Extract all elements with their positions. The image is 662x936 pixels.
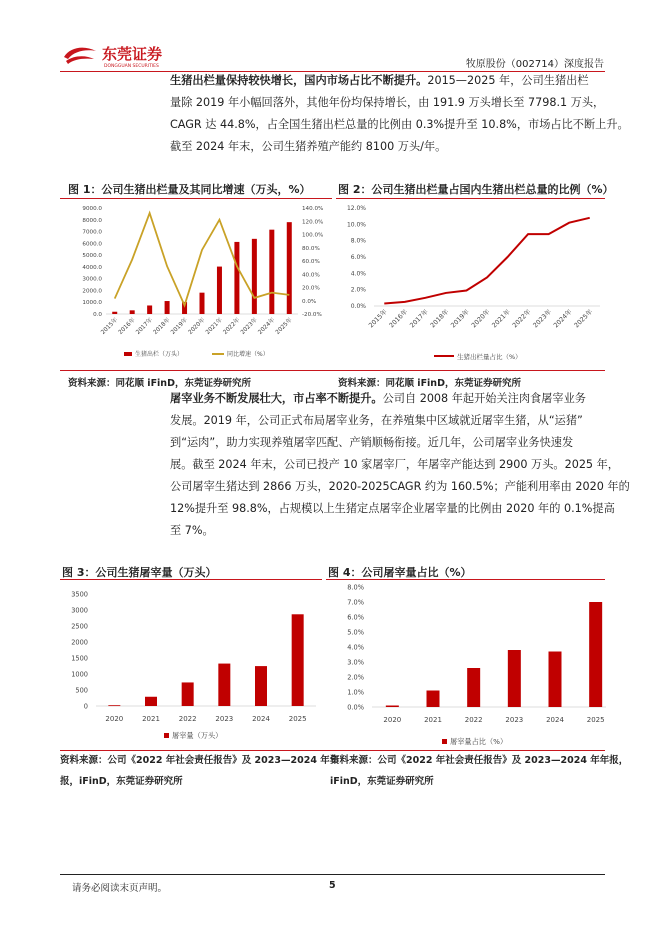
- logo-text: 东莞证券: [102, 45, 163, 63]
- y-left-tick-label: 2000.0: [82, 288, 102, 295]
- x-tick-label: 2020年: [469, 307, 492, 330]
- fig3-source-line1: 资料来源：公司《2022 年社会责任报告》及 2023—2024 年年: [60, 755, 340, 766]
- x-tick-label: 2022: [464, 716, 483, 724]
- fig2-source: 资料来源：同花顺 iFinD，东莞证券研究所: [338, 378, 521, 389]
- y-left-tick-label: 8000.0: [82, 217, 102, 224]
- para1-line1: [170, 70, 589, 92]
- x-tick-label: 2025年: [274, 317, 294, 336]
- bar-slaughter-share: [589, 602, 602, 707]
- para1-lead: 生猪出栏量保持较快增长，国内市场占比不断提升。: [170, 74, 428, 87]
- bar-hog-output: [165, 301, 170, 314]
- x-tick-label: 2019年: [170, 317, 189, 336]
- legend-label-yoy: 同比增速（%）: [227, 351, 269, 358]
- x-tick-label: 2022年: [222, 317, 242, 336]
- y-right-tick-label: 60.0%: [302, 259, 320, 265]
- y-right-tick-label: 80.0%: [302, 245, 320, 252]
- bar-hog-output: [234, 242, 239, 314]
- x-tick-label: 2015年: [367, 307, 389, 330]
- bar-hog-output: [147, 305, 152, 314]
- x-tick-label: 2020: [105, 715, 124, 723]
- y-tick-label: 1.0%: [347, 688, 364, 697]
- x-tick-label: 2021年: [490, 307, 512, 330]
- line-market-share: [384, 218, 589, 304]
- fig4-title: 图 4：公司屠宰量占比（%）: [328, 566, 472, 579]
- x-tick-label: 2021年: [205, 317, 224, 336]
- x-tick-label: 2020年: [187, 317, 207, 336]
- x-tick-label: 2021: [424, 716, 442, 724]
- fig3-chart: [60, 582, 324, 748]
- bar-slaughter-share: [427, 691, 440, 708]
- y-tick-label: 4.0%: [350, 270, 366, 278]
- x-tick-label: 2024: [252, 715, 270, 723]
- bar-slaughter-volume: [182, 682, 194, 706]
- x-tick-label: 2023: [215, 715, 234, 723]
- y-tick-label: 3.0%: [347, 658, 364, 667]
- y-right-tick-label: 140.0%: [302, 206, 324, 212]
- bar-hog-output: [112, 312, 117, 314]
- y-tick-label: 1000: [71, 670, 88, 679]
- x-tick-label: 2025: [288, 715, 307, 723]
- bar-hog-output: [269, 230, 274, 314]
- y-tick-label: 0: [83, 702, 88, 711]
- para2-l1-text: 公司自 2008 年起开始关注肉食屠宰业务: [382, 392, 586, 405]
- y-right-tick-label: 20.0%: [302, 285, 320, 292]
- fig3-source-line2: 报，iFinD，东莞证券研究所: [60, 776, 183, 787]
- para2-line6: 12%提升至 98.8%，占规模以上生猪定点屠宰企业屠宰量的比例由 2020 年的 0.1%提高: [170, 502, 615, 515]
- para2-line3: 到“运肉”，助力实现养殖屠宰匹配、产销顺畅衔接。近几年，公司屠宰业务快速发: [170, 436, 574, 449]
- footer-divider: [60, 874, 605, 875]
- x-tick-label: 2015年: [100, 317, 120, 336]
- x-tick-label: 2019年: [449, 307, 471, 330]
- y-right-tick-label: -20.0%: [302, 312, 322, 318]
- y-tick-label: 2.0%: [347, 673, 364, 682]
- legend-swatch-slaughter-share: [442, 739, 447, 744]
- x-tick-label: 2018年: [152, 317, 172, 336]
- y-tick-label: 500: [75, 686, 88, 695]
- y-tick-label: 12.0%: [346, 205, 366, 212]
- x-tick-label: 2024年: [257, 317, 277, 336]
- y-left-tick-label: 4000.0: [82, 264, 102, 271]
- para2-lead: 屠宰业务不断发展壮大，市占率不断提升。: [170, 392, 383, 405]
- y-tick-label: 7.0%: [347, 598, 364, 607]
- para2-line1: [170, 388, 586, 410]
- y-tick-label: 6.0%: [347, 613, 364, 622]
- x-tick-label: 2024: [546, 716, 564, 724]
- bar-slaughter-volume: [255, 666, 267, 706]
- fig4-chart: [326, 580, 606, 748]
- x-tick-label: 2023年: [239, 317, 259, 336]
- x-tick-label: 2017年: [135, 317, 155, 336]
- fig2-title: 图 2：公司生猪出栏量占国内生猪出栏总量的比例（%）: [338, 183, 614, 196]
- bar-slaughter-share: [549, 652, 562, 708]
- bar-slaughter-share: [508, 650, 521, 707]
- y-tick-label: 8.0%: [350, 237, 366, 245]
- bar-slaughter-volume: [145, 697, 157, 706]
- x-tick-label: 2017年: [408, 307, 430, 330]
- y-left-tick-label: 7000.0: [82, 229, 102, 236]
- company-logo: [62, 43, 202, 69]
- legend-label-hog-output: 生猪出栏（万头）: [135, 351, 184, 358]
- para1-l1-text: 2015—2025 年，公司生猪出栏: [427, 74, 589, 87]
- legend-label-slaughter-volume: 屠宰量（万头）: [172, 731, 223, 740]
- footer-disclaimer: 请务必阅读末页声明。: [72, 883, 168, 894]
- bar-hog-output: [217, 267, 222, 314]
- y-left-tick-label: 5000.0: [82, 253, 102, 260]
- y-right-tick-label: 100.0%: [302, 232, 324, 239]
- y-tick-label: 1500: [71, 654, 88, 663]
- y-right-tick-label: 0.0%: [302, 298, 317, 305]
- bar-slaughter-volume: [292, 614, 304, 706]
- bar-hog-output: [130, 310, 135, 314]
- y-left-tick-label: 0.0: [93, 312, 102, 318]
- y-tick-label: 3000: [71, 606, 88, 615]
- bar-slaughter-share: [386, 706, 399, 708]
- x-tick-label: 2022年: [510, 307, 533, 330]
- y-left-tick-label: 1000.0: [82, 300, 102, 307]
- y-tick-label: 2500: [71, 622, 88, 631]
- x-tick-label: 2023: [505, 716, 524, 724]
- fig4-source-line2: iFinD，东莞证券研究所: [330, 776, 434, 787]
- x-tick-label: 2016年: [117, 317, 137, 336]
- y-left-tick-label: 3000.0: [82, 276, 102, 283]
- fig2-title-rule: [336, 198, 605, 199]
- report-title: 牧原股份（002714）深度报告: [465, 59, 604, 70]
- legend-swatch-hog-output: [124, 352, 132, 356]
- y-tick-label: 0.0%: [347, 703, 364, 712]
- para2-line7: 至 7%。: [170, 524, 214, 537]
- x-tick-label: 2022: [178, 715, 197, 723]
- bar-hog-output: [287, 222, 292, 314]
- para1-line2: 量除 2019 年小幅回落外，其他年份均保持增长，由 191.9 万头增长至 7798.1 万头，: [170, 96, 605, 109]
- bar-slaughter-volume: [108, 705, 120, 706]
- y-tick-label: 2.0%: [350, 286, 366, 294]
- line-yoy-growth: [115, 213, 290, 305]
- fig12-source-rule: [60, 370, 605, 371]
- para1-line3: CAGR 达 44.8%，占全国生猪出栏总量的比例由 0.3%提升至 10.8%，市场占比不断上升。: [170, 118, 629, 131]
- bar-slaughter-share: [467, 668, 480, 707]
- y-tick-label: 10.0%: [346, 221, 366, 229]
- fig1-title-rule: [60, 198, 332, 199]
- bar-hog-output: [252, 239, 257, 314]
- y-tick-label: 0.0%: [350, 303, 366, 310]
- bar-hog-output: [200, 293, 205, 314]
- fig3-title-rule: [60, 579, 322, 580]
- para2-line5: 公司屠宰生猪达到 2866 万头，2020-2025CAGR 约为 160.5%；产能利用率由 2020 年的: [170, 480, 630, 493]
- legend-swatch-slaughter-volume: [164, 733, 169, 738]
- x-tick-label: 2021: [142, 715, 160, 723]
- para1-line4: 截至 2024 年末，公司生猪养殖产能约 8100 万头/年。: [170, 140, 447, 153]
- fig1-chart: [62, 200, 334, 366]
- x-tick-label: 2025年: [572, 307, 595, 330]
- x-tick-label: 2024年: [551, 307, 574, 330]
- legend-label-market-share: 生猪出栏量占比（%）: [457, 353, 522, 361]
- logo-subtext: DONGGUAN SECURITIES: [104, 64, 159, 69]
- para2-line4: 展。截至 2024 年末，公司已投产 10 家屠宰厂，年屠宰产能达到 2900 万头。2025 年，: [170, 458, 619, 471]
- bar-slaughter-volume: [218, 664, 230, 706]
- y-left-tick-label: 6000.0: [82, 241, 102, 248]
- x-tick-label: 2023年: [531, 307, 554, 330]
- y-tick-label: 2000: [71, 638, 88, 647]
- fig1-source: 资料来源：同花顺 iFinD，东莞证券研究所: [68, 378, 251, 389]
- x-tick-label: 2018年: [428, 307, 451, 330]
- x-tick-label: 2025: [586, 716, 605, 724]
- legend-label-slaughter-share: 屠宰量占比（%）: [450, 737, 508, 746]
- x-tick-label: 2016年: [387, 307, 410, 330]
- y-right-tick-label: 120.0%: [302, 219, 324, 226]
- para2-line2: 发展。2019 年，公司正式布局屠宰业务，在养殖集中区域就近屠宰生猪，从“运猪”: [170, 414, 583, 427]
- y-left-tick-label: 9000.0: [82, 206, 102, 212]
- y-tick-label: 6.0%: [350, 254, 366, 261]
- fig1-title: 图 1：公司生猪出栏量及其同比增速（万头，%）: [68, 183, 311, 196]
- x-tick-label: 2020: [383, 716, 402, 724]
- fig2-chart: [338, 200, 606, 366]
- y-tick-label: 4.0%: [347, 643, 364, 652]
- y-tick-label: 8.0%: [347, 583, 364, 592]
- fig4-source-line1: 资料来源：公司《2022 年社会责任报告》及 2023—2024 年年报，: [330, 755, 629, 766]
- fig3-title: 图 3：公司生猪屠宰量（万头）: [62, 566, 217, 579]
- y-tick-label: 5.0%: [347, 628, 364, 637]
- page-number: 5: [329, 880, 336, 891]
- y-tick-label: 3500: [71, 590, 88, 599]
- y-right-tick-label: 40.0%: [302, 272, 320, 279]
